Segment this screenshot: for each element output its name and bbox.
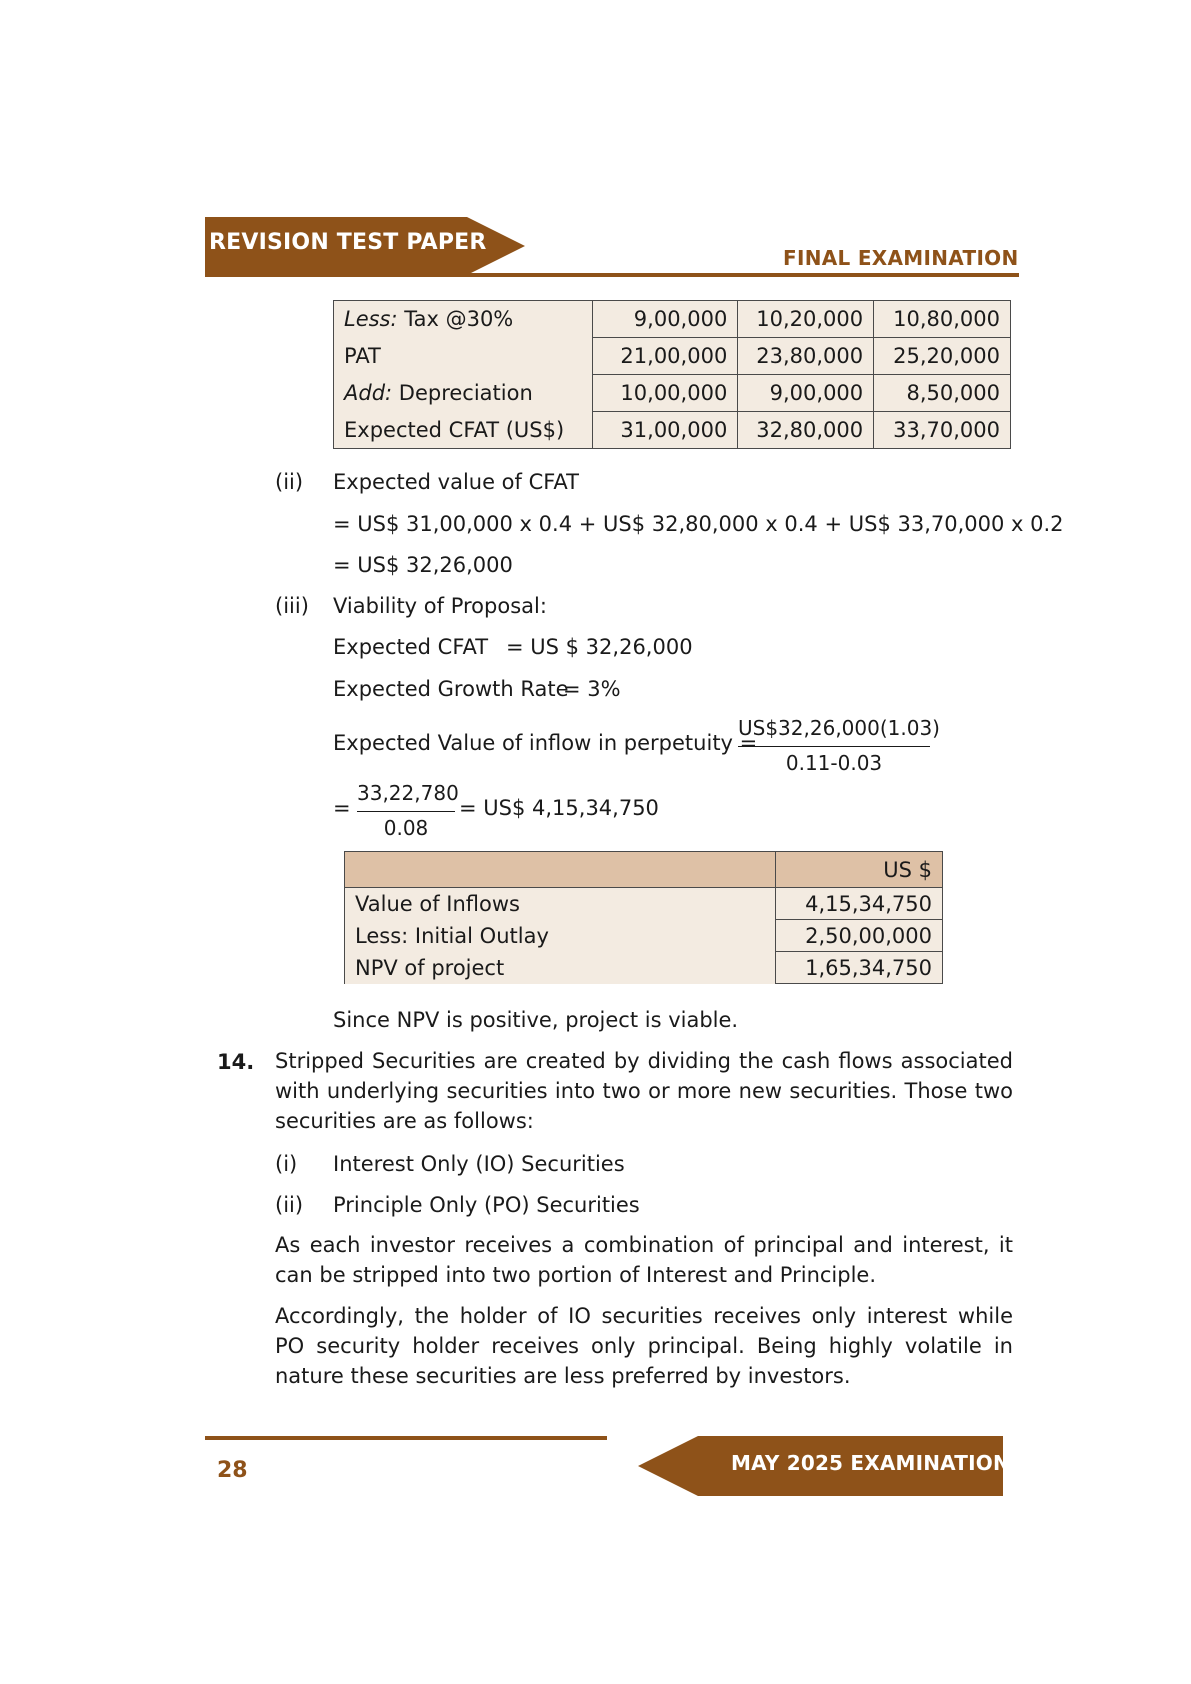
- expected-cfat-label: Expected CFAT: [333, 635, 489, 659]
- cell-value: 25,20,000: [874, 338, 1011, 375]
- cell-value: 4,15,34,750: [776, 888, 943, 920]
- fraction-numerator: 33,22,780: [357, 781, 455, 812]
- q14-intro: Stripped Securities are created by dividing the cash flows associated with underlying securities into two or more new securities. Those two securities are as follows:: [275, 1049, 1013, 1133]
- cell-value: 2,50,00,000: [776, 920, 943, 952]
- table-row: [345, 952, 943, 984]
- header-exam-label: FINAL EXAMINATION: [783, 246, 1019, 270]
- question-number: 14.: [217, 1050, 255, 1074]
- perpetuity-label: Expected Value of inflow in perpetuity =: [333, 731, 758, 755]
- header-empty-cell: [345, 852, 776, 888]
- fraction-denominator: 0.08: [383, 816, 429, 840]
- footer-rule: [205, 1436, 607, 1440]
- cell-value: 9,00,000: [738, 375, 874, 412]
- section-ii-marker: (ii): [275, 470, 304, 494]
- division-fraction: [357, 781, 459, 840]
- q14-paragraph-1: As each investor receives a combination of principal and interest, it can be stripped into two portion of Interest and Principle.: [275, 1233, 1013, 1287]
- perpetuity-fraction: [738, 716, 940, 775]
- cell-value: 10,00,000: [592, 375, 738, 412]
- row-label: NPV of project: [345, 952, 776, 984]
- cfat-result: = US$ 32,26,000: [333, 553, 513, 577]
- growth-rate-value: = 3%: [563, 677, 621, 701]
- row-label: Expected CFAT (US$): [334, 412, 593, 449]
- cell-value: 32,80,000: [738, 412, 874, 449]
- cell-value: 21,00,000: [592, 338, 738, 375]
- row-label: Add: Depreciation: [334, 375, 593, 412]
- table-header-row: [345, 852, 943, 888]
- row-label: PAT: [334, 338, 593, 375]
- row-label: Value of Inflows: [345, 888, 776, 920]
- cell-value: 33,70,000: [874, 412, 1011, 449]
- row-label: Less: Tax @30%: [334, 301, 593, 338]
- cfat-table: [333, 300, 1011, 449]
- cell-value: 10,80,000: [874, 301, 1011, 338]
- header-title: REVISION TEST PAPER: [209, 230, 487, 255]
- table-row: [334, 375, 1011, 412]
- item-marker: (ii): [275, 1193, 304, 1217]
- currency-header: US $: [776, 852, 943, 888]
- conclusion-text: Since NPV is positive, project is viable.: [333, 1008, 739, 1032]
- npv-table: [344, 851, 943, 984]
- table-row: [334, 301, 1011, 338]
- table-row: [334, 338, 1011, 375]
- perpetuity-result: = US$ 4,15,34,750: [459, 796, 659, 820]
- item-text: Interest Only (IO) Securities: [333, 1152, 625, 1176]
- equals-sign: =: [333, 796, 351, 820]
- cell-value: 1,65,34,750: [776, 952, 943, 984]
- q14-paragraph-2: Accordingly, the holder of IO securities receives only interest while PO security holder receives only principal. Being highly volatile in nature these securities are less preferred by investors.: [275, 1304, 1013, 1388]
- footer-title: MAY 2025 EXAMINATION: [731, 1451, 1010, 1475]
- item-text: Principle Only (PO) Securities: [333, 1193, 640, 1217]
- section-iii-heading: Viability of Proposal:: [333, 594, 547, 618]
- row-label: Less: Initial Outlay: [345, 920, 776, 952]
- table-row: [345, 888, 943, 920]
- cell-value: 8,50,000: [874, 375, 1011, 412]
- cell-value: 9,00,000: [592, 301, 738, 338]
- item-marker: (i): [275, 1152, 298, 1176]
- section-ii-heading: Expected value of CFAT: [333, 470, 579, 494]
- cell-value: 31,00,000: [592, 412, 738, 449]
- section-iii-marker: (iii): [275, 594, 309, 618]
- fraction-numerator: US$32,26,000(1.03): [738, 716, 930, 747]
- table-row: [345, 920, 943, 952]
- fraction-denominator: 0.11-0.03: [785, 751, 883, 775]
- cell-value: 10,20,000: [738, 301, 874, 338]
- growth-rate-label: Expected Growth Rate: [333, 677, 569, 701]
- table-row: [334, 412, 1011, 449]
- expected-cfat-value: = US $ 32,26,000: [506, 635, 693, 659]
- cell-value: 23,80,000: [738, 338, 874, 375]
- page-number: 28: [217, 1458, 248, 1483]
- header-rule: [205, 273, 1019, 277]
- cfat-calculation: = US$ 31,00,000 x 0.4 + US$ 32,80,000 x 0.4 + US$ 33,70,000 x 0.2: [333, 512, 1064, 536]
